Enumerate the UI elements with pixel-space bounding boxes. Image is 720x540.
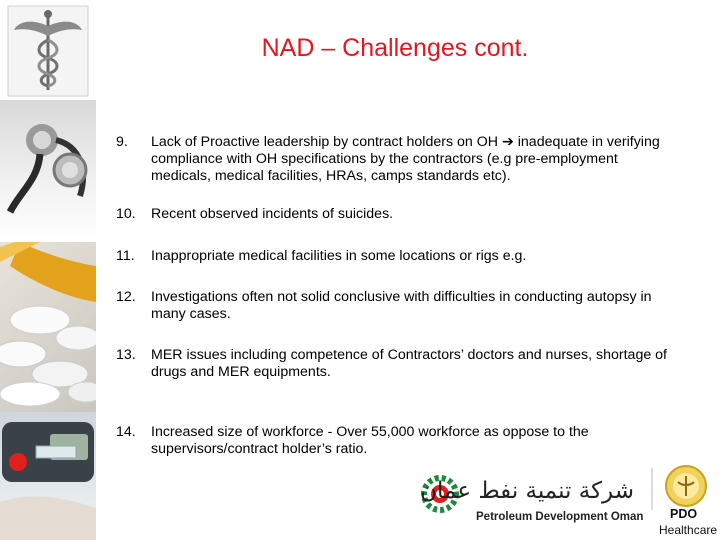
item-text: Investigations often not solid conclusive with difficulties in conducting autopsy in many cases.	[151, 289, 652, 322]
item-text: Inappropriate medical facilities in some locations or rigs e.g.	[151, 248, 527, 264]
item-text: Increased size of workforce - Over 55,000 workforce as oppose to the supervisors/contract holder’s ratio.	[151, 424, 589, 457]
item-number: 12.	[116, 289, 136, 305]
item-number: 9.	[116, 134, 128, 150]
glucose-meter-panel	[0, 412, 96, 540]
item-text: Recent observed incidents of suicides.	[151, 206, 394, 222]
item-number: 11.	[116, 248, 135, 264]
pills-image	[0, 242, 96, 412]
slide-title: NAD – Challenges cont.	[261, 34, 529, 62]
list-item	[116, 289, 676, 323]
caduceus-panel	[0, 0, 96, 100]
pdo-arabic-name: شركة تنمية نفط عمان	[420, 478, 634, 504]
healthcare-pdo-label: PDO	[670, 507, 698, 521]
item-number: 14.	[116, 424, 136, 440]
list-item	[116, 347, 676, 381]
item-text-part: inadequate in verifying compliance with OH specifications by the contractors (e.g pre-employment medicals, medical facilities, HRAs, camps standards etc).	[151, 134, 660, 184]
item-text-part: Lack of Proactive leadership by contract holders on OH	[151, 134, 498, 150]
item-text: MER issues including competence of Contractors’ doctors and nurses, shortage of drugs and MER equipments.	[151, 347, 668, 380]
pills-panel	[0, 242, 96, 412]
list-item	[116, 134, 676, 185]
stethoscope-panel	[0, 100, 96, 242]
list-item	[116, 424, 676, 458]
healthcare-label: Healthcare	[659, 523, 718, 537]
list-item	[116, 206, 676, 223]
item-text	[151, 134, 676, 185]
decorative-image-strip	[0, 0, 96, 540]
pdo-healthcare-logo	[648, 464, 714, 510]
arrow-right-icon: ➔	[501, 134, 514, 150]
list-item	[116, 248, 676, 265]
pdo-company-name: Petroleum Development Oman	[476, 511, 644, 523]
caduceus-icon	[0, 0, 96, 100]
glucose-meter-image	[0, 412, 96, 540]
item-number: 13.	[116, 347, 136, 363]
item-number: 10.	[116, 206, 136, 222]
stethoscope-image	[0, 100, 96, 242]
